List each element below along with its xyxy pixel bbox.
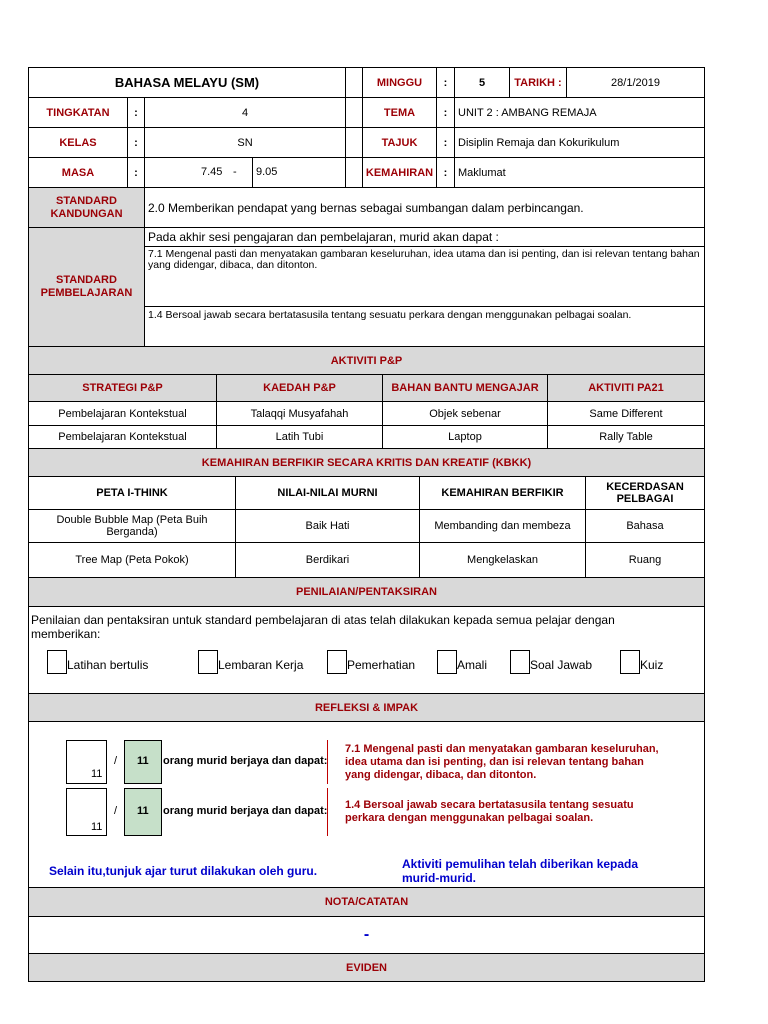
tingkatan-label: TINGKATAN	[28, 97, 128, 128]
refleksi-note-left: Selain itu,tunjuk ajar turut dilakukan oleh guru.	[49, 864, 318, 878]
kbkk-header-kecerdasan: KECERDASAN PELBAGAI	[585, 476, 705, 510]
tajuk-colon: :	[436, 127, 455, 158]
masa-divider	[252, 158, 253, 187]
penilaian-section-title: PENILAIAN/PENTAKSIRAN	[28, 577, 705, 607]
kelas-value: SN	[144, 127, 346, 158]
refleksi-outcome: 1.4 Bersoal jawab secara bertatasusila tentang sesuatu perkara dengan menggunakan pelbagai soalan.	[345, 799, 634, 824]
table-cell: Latih Tubi	[216, 425, 383, 449]
tarikh-label: TARIKH :	[509, 67, 567, 98]
table-cell: Rally Table	[547, 425, 705, 449]
checkbox-lembaran[interactable]	[198, 650, 218, 674]
kemahiran-colon: :	[436, 157, 455, 188]
header-spacer	[345, 97, 363, 128]
standard-kandungan-label: STANDARD KANDUNGAN	[28, 187, 145, 228]
aktiviti-header-kaedah: KAEDAH P&P	[216, 374, 383, 402]
checkbox-amali[interactable]	[437, 650, 457, 674]
tajuk-value: Disiplin Remaja dan Kokurikulum	[454, 127, 705, 158]
table-cell: Pembelajaran Kontekstual	[28, 425, 217, 449]
tarikh-value: 28/1/2019	[566, 67, 705, 98]
tema-colon: :	[436, 97, 455, 128]
aktiviti-header-bahan: BAHAN BANTU MENGAJAR	[382, 374, 548, 402]
table-cell: Laptop	[382, 425, 548, 449]
kelas-colon: :	[127, 127, 145, 158]
kbkk-header-kemahiran: KEMAHIRAN BERFIKIR	[419, 476, 586, 510]
table-cell: Berdikari	[235, 542, 420, 578]
refleksi-note-right: Aktiviti pemulihan telah diberikan kepada murid-murid.	[402, 857, 639, 885]
nota-value: -	[28, 916, 705, 954]
kbkk-header-nilai: NILAI-NILAI MURNI	[235, 476, 420, 510]
kelas-label: KELAS	[28, 127, 128, 158]
minggu-colon: :	[436, 67, 455, 98]
aktiviti-header-strategi: STRATEGI P&P	[28, 374, 217, 402]
standard-pembelajaran-label: STANDARD PEMBELAJARAN	[28, 227, 145, 347]
masa-label: MASA	[28, 157, 128, 188]
checkbox-latihan[interactable]	[47, 650, 67, 674]
table-cell: Objek sebenar	[382, 401, 548, 426]
masa-start: 7.45	[201, 166, 223, 178]
checkbox-kuiz[interactable]	[620, 650, 640, 674]
refleksi-count: 11	[91, 821, 103, 833]
kbkk-header-ithink: PETA I-THINK	[28, 476, 236, 510]
masa-colon: :	[127, 157, 145, 188]
sp-item-1: 7.1 Mengenal pasti dan menyatakan gambaran keseluruhan, idea utama dan isi penting, dan isi relevan tentang bahan yang didengar, dibaca, dan ditonton.	[144, 246, 705, 307]
kemahiran-value: Maklumat	[454, 157, 705, 188]
option-pemerhatian-label: Pemerhatian	[347, 658, 416, 672]
standard-kandungan-value: 2.0 Memberikan pendapat yang bernas sebagai sumbangan dalam perbincangan.	[144, 187, 705, 228]
table-cell: Ruang	[585, 542, 705, 578]
table-cell: Pembelajaran Kontekstual	[28, 401, 217, 426]
penilaian-text: Penilaian dan pentaksiran untuk standard pembelajaran di atas telah dilakukan kepada semua pelajar dengan memberikan:	[31, 613, 615, 641]
tajuk-label: TAJUK	[362, 127, 437, 158]
table-cell: Mengkelaskan	[419, 542, 586, 578]
refleksi-slash: /	[114, 805, 118, 817]
aktiviti-section-title: AKTIVITI P&P	[28, 346, 705, 375]
option-kuiz-label: Kuiz	[640, 658, 664, 672]
kbkk-section-title: KEMAHIRAN BERFIKIR SECARA KRITIS DAN KREATIF (KBKK)	[28, 448, 705, 477]
masa-end: 9.05	[256, 166, 278, 178]
tingkatan-colon: :	[127, 97, 145, 128]
nota-section-title: NOTA/CATATAN	[28, 887, 705, 917]
table-cell: Baik Hati	[235, 509, 420, 543]
header-spacer	[345, 127, 363, 158]
eviden-section-title: EVIDEN	[28, 953, 705, 982]
option-lembaran-label: Lembaran Kerja	[218, 658, 304, 672]
tema-value: UNIT 2 : AMBANG REMAJA	[454, 97, 705, 128]
minggu-label: MINGGU	[362, 67, 437, 98]
checkbox-soal-jawab[interactable]	[510, 650, 530, 674]
masa-value	[144, 157, 346, 188]
minggu-value: 5	[454, 67, 510, 98]
option-amali-label: Amali	[457, 658, 488, 672]
table-cell: Tree Map (Peta Pokok)	[28, 542, 236, 578]
table-cell: Talaqqi Musyafahah	[216, 401, 383, 426]
option-latihan-label: Latihan bertulis	[67, 658, 149, 672]
refleksi-divider	[327, 740, 328, 784]
refleksi-text: orang murid berjaya dan dapat:	[163, 755, 328, 767]
refleksi-section-title: REFLEKSI & IMPAK	[28, 693, 705, 722]
kemahiran-label: KEMAHIRAN	[362, 157, 437, 188]
refleksi-total: 11	[137, 755, 149, 767]
tingkatan-value: 4	[144, 97, 346, 128]
table-cell: Bahasa	[585, 509, 705, 543]
table-cell: Membanding dan membeza	[419, 509, 586, 543]
refleksi-text: orang murid berjaya dan dapat:	[163, 805, 328, 817]
refleksi-total: 11	[137, 805, 149, 817]
sp-intro: Pada akhir sesi pengajaran dan pembelajaran, murid akan dapat :	[144, 227, 705, 247]
option-soal-jawab-label: Soal Jawab	[530, 658, 593, 672]
aktiviti-header-pa21: AKTIVITI PA21	[547, 374, 705, 402]
refleksi-slash: /	[114, 755, 118, 767]
header-spacer	[345, 157, 363, 188]
refleksi-outcome: 7.1 Mengenal pasti dan menyatakan gambaran keseluruhan, idea utama dan isi penting, dan isi relevan tentang bahan yang didengar, dibaca, dan ditonton.	[345, 743, 659, 781]
tema-label: TEMA	[362, 97, 437, 128]
subject-title: BAHASA MELAYU (SM)	[28, 67, 346, 98]
refleksi-divider	[327, 788, 328, 836]
refleksi-count: 11	[91, 768, 103, 780]
table-cell: Same Different	[547, 401, 705, 426]
header-spacer	[345, 67, 363, 98]
table-cell: Double Bubble Map (Peta Buih Berganda)	[28, 509, 236, 543]
masa-dash: -	[233, 166, 237, 178]
sp-item-2: 1.4 Bersoal jawab secara bertatasusila tentang sesuatu perkara dengan menggunakan pelbagai soalan.	[144, 306, 705, 347]
checkbox-pemerhatian[interactable]	[327, 650, 347, 674]
